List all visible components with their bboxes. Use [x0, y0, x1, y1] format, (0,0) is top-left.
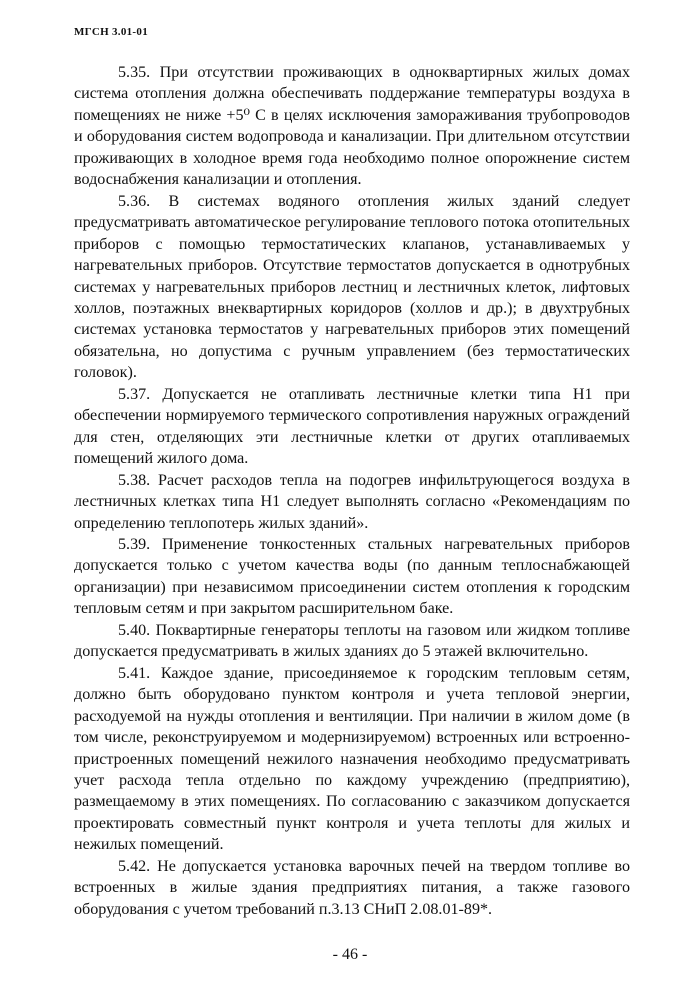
paragraph-5-41: 5.41. Каждое здание, присоединяемое к городским тепловым сетям, должно быть оборудовано пунктом контроля и учета тепловой энергии, расходуемой на нужды отопления и вентиляции. При наличии в жилом доме (в том числе, реконструируемом и модернизируемом) встроенных или встроенно-пристроенных помещений нежилого назначения необходимо предусматривать учет расхода тепла отдельно по каждому учреждению (предприятию), размещаемому в этих помещениях. По согласованию с заказчиком допускается проектировать совместный пункт контроля и учета теплоты для жилых и нежилых помещений.: [74, 664, 630, 854]
document-code-header: МГСН 3.01-01: [74, 26, 148, 38]
document-body: [74, 62, 630, 920]
paragraph-5-39: 5.39. Применение тонкостенных стальных нагревательных приборов допускается только с учетом качества воды (по данным теплоснабжающей организации) при независимом присоединении систем отопления к городским тепловым сетям и при закрытом расширительном баке.: [74, 535, 630, 618]
paragraph-5-36: 5.36. В системах водяного отопления жилых зданий следует предусматривать автоматическое регулирование теплового потока отопительных приборов с помощью термостатических клапанов, устанавливаемых у нагревательных приборов. Отсутствие термостатов допускается в однотрубных системах у нагревательных приборов лестниц и лестничных клеток, лифтовых холлов, поэтажных внеквартирных коридоров (холлов и др.); в двухтрубных системах установка термостатов у нагревательных приборов этих помещений обязательна, но допустима с ручным управлением (без термостатических головок).: [74, 192, 630, 382]
paragraph-5-38: 5.38. Расчет расходов тепла на подогрев инфильтрующегося воздуха в лестничных клетках типа Н1 следует выполнять согласно «Рекомендациям по определению теплопотерь жилых зданий».: [74, 471, 630, 532]
page-number: - 46 -: [332, 946, 368, 963]
paragraph-5-40: 5.40. Поквартирные генераторы теплоты на газовом или жидком топливе допускается предусматривать в жилых зданиях до 5 этажей включительно.: [74, 621, 630, 661]
paragraph-5-42: 5.42. Не допускается установка варочных печей на твердом топливе во встроенных в жилые здания предприятиях питания, а также газового оборудования с учетом требований п.3.13 СНиП 2.08.01-89*.: [74, 857, 630, 918]
paragraph-5-35: 5.35. При отсутствии проживающих в одноквартирных жилых домах система отопления должна обеспечивать поддержание температуры воздуха в помещениях не ниже +5⁰ С в целях исключения замораживания трубопроводов и оборудования систем водопровода и канализации. При длительном отсутствии проживающих в холодное время года необходимо полное опорожнение систем водоснабжения канализации и отопления.: [74, 64, 630, 189]
paragraph-5-37: 5.37. Допускается не отапливать лестничные клетки типа Н1 при обеспечении нормируемого термического сопротивления наружных ограждений для стен, отделяющих эти лестничные клетки от других отапливаемых помещений жилого дома.: [74, 385, 630, 468]
